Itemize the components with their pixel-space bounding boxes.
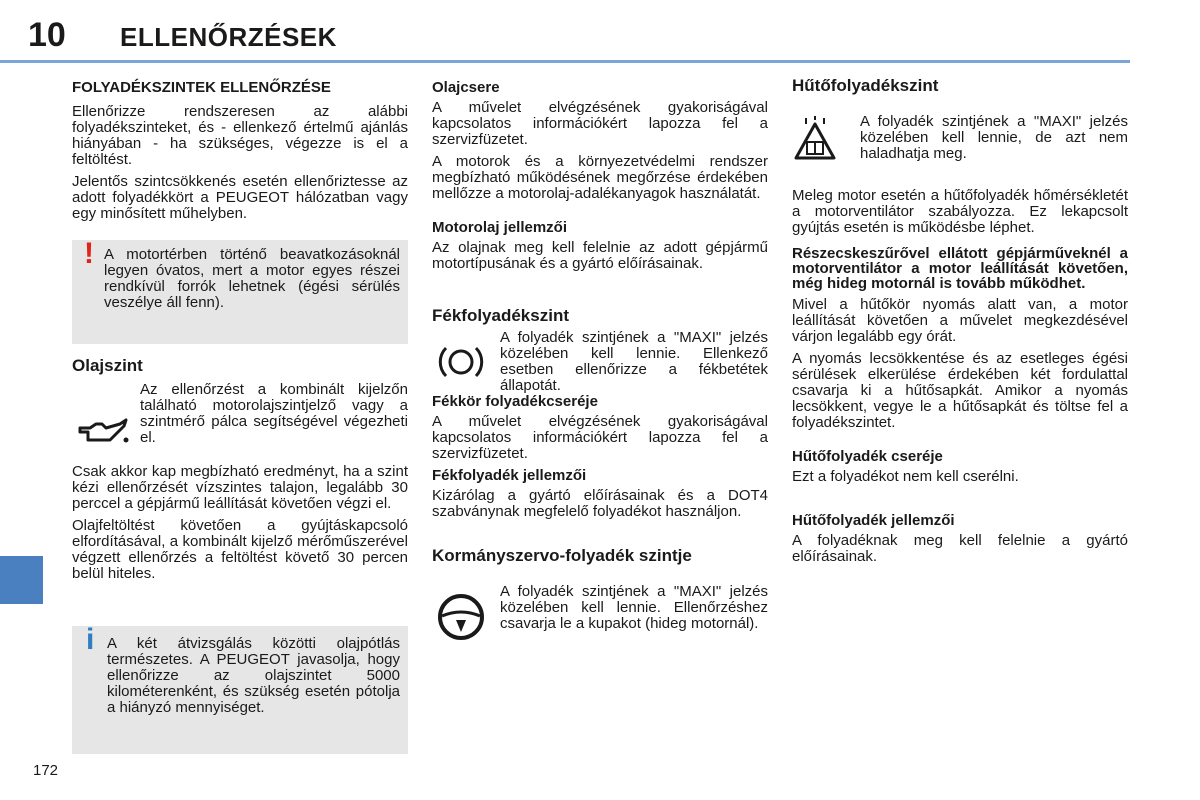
steering-icon-row — [432, 584, 768, 654]
paragraph: Mivel a hűtőkör nyomás alatt van, a motor leállítását követően a művelet megkezdésével várjon legalább egy órát. — [792, 296, 1128, 345]
oil-heading: Olajszint — [72, 356, 143, 375]
brake-icon-row — [432, 330, 768, 394]
brake-change-title: Fékkör folyadékcseréje — [432, 393, 598, 410]
paragraph: Csak akkor kap megbízható eredményt, ha a szint kézi ellenőrzését vízszintes talajon, legalább 30 perccel a gépjármű leállítását követően végzi el. — [72, 463, 408, 512]
paragraph: A folyadéknak meg kell felelnie a gyártó előírásainak. — [792, 532, 1128, 565]
info-i-icon: i — [86, 623, 95, 656]
section-heading: FOLYADÉKSZINTEK ELLENŐRZÉSE — [72, 79, 331, 96]
paragraph: A művelet elvégzésének gyakoriságával kapcsolatos információkért lapozza fel a szervizfüzetet. — [432, 99, 768, 148]
info-box — [72, 623, 408, 754]
oil-section — [72, 358, 408, 588]
paragraph: A motorok és a környezetvédelmi rendszer megbízható működésének megőrzése érdekében mellőzze a motorolaj-adalékanyagok használatát. — [432, 153, 768, 202]
column-2 — [432, 80, 768, 654]
info-text: A két átvizsgálás közötti olajpótlás természetes. A PEUGEOT javasolja, hogy ellenőrizze az olajszintet 5000 kilométerenként, és szükség esetén pótolja a hiányzó mennyiséget. — [107, 635, 400, 716]
steering-icon-text: A folyadék szintjének a "MAXI" jelzés közelében kell lennie. Ellenőrzéshez csavarja le a kupakot (hideg motornál). — [500, 583, 768, 632]
chapter-title: ELLENŐRZÉSEK — [120, 22, 337, 52]
brake-spec-title: Fékfolyadék jellemzői — [432, 467, 587, 484]
oil-can-icon — [76, 416, 130, 448]
coolant-icon-text: A folyadék szintjének a "MAXI" jelzés közelében kell lennie, de azt nem haladhatja meg. — [860, 113, 1128, 162]
warning-text: A motortérben történő beavatkozásoknál legyen óvatos, mert a motor egyes részei rendkívül forrók lehetnek (égési sérülés veszélye áll fenn). — [104, 246, 400, 311]
brake-warning-icon — [438, 342, 484, 382]
warning-exclamation-icon: ! — [84, 237, 94, 270]
header-rule — [0, 60, 1130, 63]
paragraph: Ezt a folyadékot nem kell cserélni. — [792, 468, 1019, 485]
paragraph: Olajfeltöltést követően a gyújtáskapcsoló elfordításával, a kombinált kijelző mérőműszerével végzett ellenőrzés a feltöltést követő 30 percen belül hiteles. — [72, 517, 408, 582]
column-1 — [72, 80, 408, 228]
oil-icon-text: Az ellenőrzést a kombinált kijelzőn található motorolajszintjelző vagy a szintmérő pálca segítségével végezheti el. — [140, 381, 408, 446]
brake-heading: Fékfolyadékszint — [432, 306, 569, 325]
brake-icon-text: A folyadék szintjének a "MAXI" jelzés közelében kell lennie. Ellenkező esetben ellenőrizze a fékbetétek állapotát. — [500, 329, 768, 394]
paragraph: Az olajnak meg kell felelnie az adott gépjármű motortípusának és a gyártó előírásainak. — [432, 239, 768, 272]
chapter-number: 10 — [28, 16, 66, 54]
coolant-spec-title: Hűtőfolyadék jellemzői — [792, 512, 955, 529]
paragraph: A nyomás lecsökkentése és az esetleges égési sérülések elkerülése érdekében két fordulattal csavarja ki a hűtősapkát. Amikor a nyomás lecsökkent, vegye le a hűtősapkát és töltse fel a folyadékszintet. — [792, 350, 1128, 431]
olajcsere-title: Olajcsere — [432, 79, 500, 96]
particle-filter-note: Részecskeszűrővel ellátott gépjárműveknél a motorventilátor a motor leállítását követően, még hideg motornál is tovább működhet. — [792, 245, 1128, 292]
coolant-heading: Hűtőfolyadékszint — [792, 76, 939, 95]
paragraph: A művelet elvégzésének gyakoriságával kapcsolatos információkért lapozza fel a szervizfüzetet. — [432, 413, 768, 462]
coolant-change-title: Hűtőfolyadék cseréje — [792, 448, 943, 465]
chapter-side-tab — [0, 556, 43, 604]
coolant-icon-row — [792, 114, 1128, 188]
steering-wheel-icon — [436, 592, 486, 642]
oil-icon-row — [72, 380, 408, 464]
paragraph: Meleg motor esetén a hűtőfolyadék hőmérsékletét a motorventilátor szabályozza. Ez lekapcsolt gyújtás esetén is működésbe léphet. — [792, 187, 1128, 236]
motorolaj-title: Motorolaj jellemzői — [432, 219, 568, 236]
paragraph: Jelentős szintcsökkenés esetén ellenőriztesse az adott folyadékkört a PEUGEOT hálózatban vagy egy minősített műhelyben. — [72, 173, 408, 222]
page-number: 172 — [33, 762, 59, 779]
warning-box — [72, 237, 408, 344]
steering-heading: Kormányszervo-folyadék szintje — [432, 546, 692, 565]
column-3 — [792, 78, 1128, 571]
paragraph: Kizárólag a gyártó előírásainak és a DOT4 szabványnak megfelelő folyadékot használjon. — [432, 487, 768, 520]
coolant-manual-icon — [792, 114, 838, 170]
paragraph: Ellenőrizze rendszeresen az alábbi folyadékszinteket, és - ellenkező értelmű ajánlás hiányában - ha szükséges, végezze is el a feltöltést. — [72, 103, 408, 168]
